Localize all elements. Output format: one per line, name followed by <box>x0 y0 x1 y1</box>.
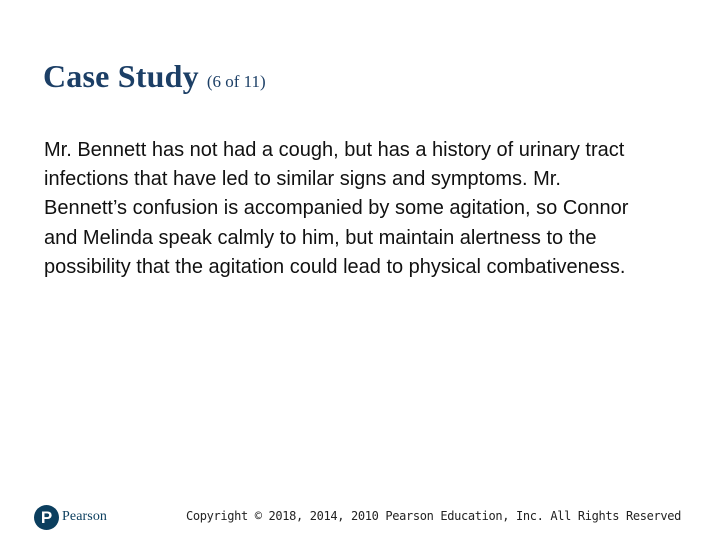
pearson-wordmark: Pearson <box>62 509 108 524</box>
pearson-p-icon: P <box>34 505 59 530</box>
copyright-notice: Copyright © 2018, 2014, 2010 Pearson Education, Inc. All Rights Reserved <box>186 509 681 523</box>
pearson-logo <box>34 504 107 530</box>
title-main: Case Study <box>43 58 199 94</box>
title-counter: (6 of 11) <box>206 72 266 91</box>
body-paragraph: Mr. Bennett has not had a cough, but has a history of urinary tract infections that have led to similar signs and symptoms. Mr. Bennett’s confusion is accompanied by some agitation, so Connor and Melinda speak calmly to him, but maintain alertness to the possibility that the agitation could lead to physical combativeness. <box>44 139 629 278</box>
slide-title <box>43 58 266 95</box>
